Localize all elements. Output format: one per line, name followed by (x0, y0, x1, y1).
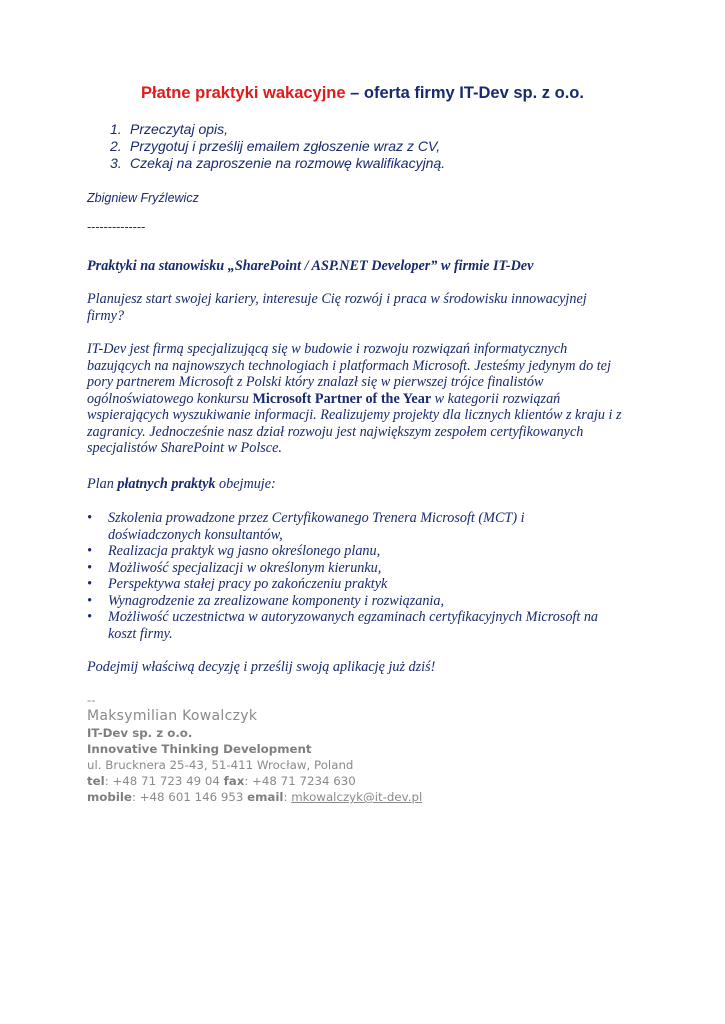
list-item: • Wynagrodzenie za zrealizowane komponenty i rozwiązania, (87, 592, 445, 609)
award-name: Microsoft Partner of the Year (252, 390, 432, 407)
steps-list (110, 121, 445, 172)
bullet-icon: • (87, 576, 92, 592)
list-item: • Realizacja praktyk wg jasno określonego planu, (87, 543, 381, 559)
separator: -------------- (87, 220, 146, 234)
list-item: 2. Przygotuj i prześlij emailem zgłoszenie wraz z CV, (110, 138, 441, 154)
closing-line: Podejmij właściwą decyzję i prześlij swoją aplikację już dziś! (87, 659, 436, 675)
signature-phones: tel: +48 71 723 49 04 fax: +48 71 7234 630 (87, 774, 356, 788)
list-item: 3. Czekaj na zaproszenie na rozmowę kwalifikacyjną. (110, 155, 446, 171)
signature-name: Maksymilian Kowalczyk (87, 708, 258, 724)
signature-company-full: Innovative Thinking Development (87, 742, 312, 756)
list-item: • Szkolenia prowadzone przez Certyfikowanego Trenera Microsoft (MCT) i doświadczonych konsultantów, (87, 510, 525, 543)
list-item: • Możliwość uczestnictwa w autoryzowanych egzaminach certyfikacyjnych Microsoft na koszt firmy. (87, 609, 599, 642)
signature-address: ul. Brucknera 25-43, 51-411 Wrocław, Poland (87, 758, 354, 772)
bullet-icon: • (87, 559, 92, 576)
email-link[interactable]: mkowalczyk@it-dev.pl (291, 790, 423, 804)
signature-dashes: -- (87, 693, 96, 707)
title-highlight: Płatne praktyki wakacyjne (141, 84, 346, 102)
page-title (0, 84, 725, 103)
author-name: Zbigniew Fryźlewicz (87, 191, 199, 205)
intro-paragraph: Planujesz start swojej kariery, interesuje Cię rozwój i praca w środowisku innowacyjnej firmy? (87, 291, 587, 324)
signature-company: IT-Dev sp. z o.o. (87, 726, 193, 740)
bullet-icon: • (87, 592, 92, 609)
position-heading: Praktyki na stanowisku „SharePoint / ASP.NET Developer” w firmie IT-Dev (87, 258, 534, 274)
list-item: 1. Przeczytaj opis, (110, 121, 229, 137)
bullet-icon: • (87, 543, 92, 559)
signature-mobile-email: mobile: +48 601 146 953 email: mkowalczyk@it-dev.pl (87, 790, 423, 804)
plan-heading: Plan płatnych praktyk obejmuje: (87, 476, 276, 492)
about-paragraph: IT-Dev jest firmą specjalizującą się w budowie i rozwoju rozwiązań informatycznych bazujących na najnowszych technologiach i platformach Microsoft. Jesteśmy jedynym do tej pory partnerem Microsoft z Polski który znalazł się w pierwszej trójce finalistów ogólnoświatowego konkursu Microsoft Partner of the Year w kategorii rozwiązań wspierających wyszukiwanie informacji. Realizujemy projekty dla licznych klientów z kraju i z zagranicy. Jednocześnie nasz dział rozwoju jest największym zespołem certyfikowanych specjalistów SharePoint w Polsce. (87, 341, 622, 456)
list-item: • Perspektywa stałej pracy po zakończeniu praktyk (87, 576, 388, 592)
plan-bullet-list (87, 510, 598, 642)
bullet-icon: • (87, 609, 92, 625)
list-item: • Możliwość specjalizacji w określonym kierunku, (87, 559, 382, 576)
bullet-icon: • (87, 510, 92, 526)
signature-block (87, 725, 422, 805)
title-rest: – oferta firmy IT-Dev sp. z o.o. (345, 84, 584, 102)
